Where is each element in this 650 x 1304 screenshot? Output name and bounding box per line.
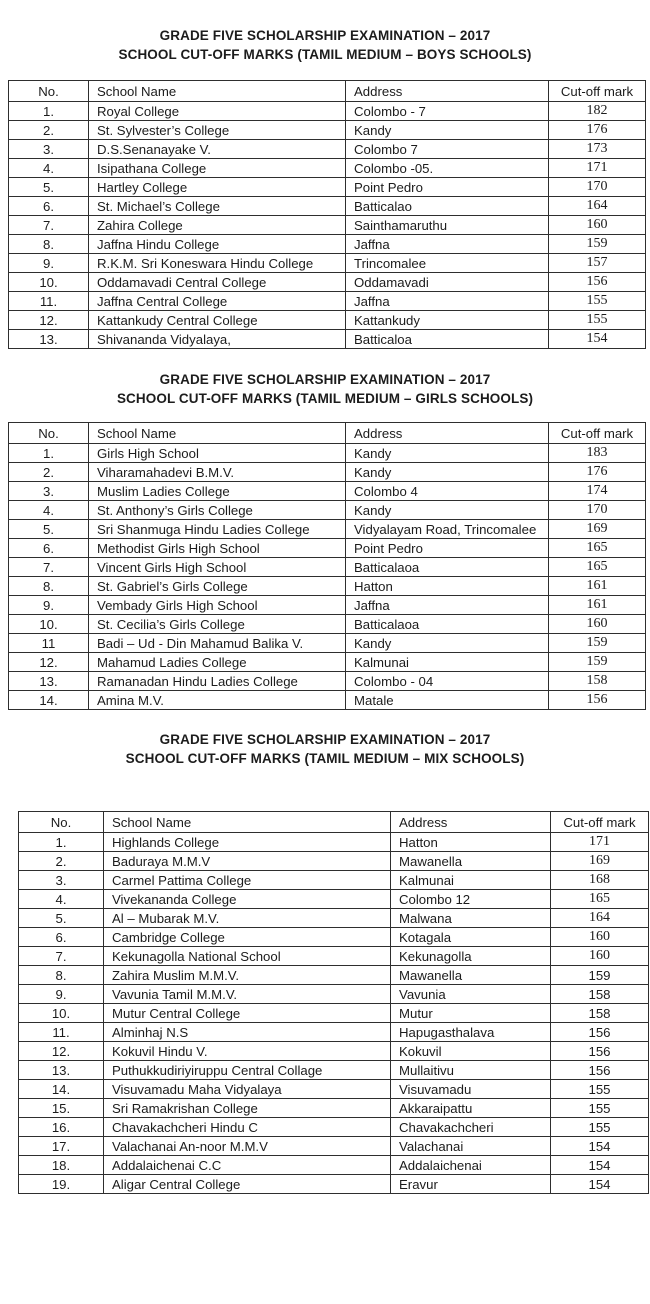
- cell-no: 4.: [19, 890, 104, 909]
- cell-address: Kandy: [346, 444, 549, 463]
- cell-no: 10.: [9, 273, 89, 292]
- cell-address: Kattankudy: [346, 311, 549, 330]
- table-row: [9, 520, 646, 539]
- table-row: [9, 102, 646, 121]
- table-row: [9, 463, 646, 482]
- cell-no: 2.: [9, 121, 89, 140]
- table-row: [9, 330, 646, 349]
- cell-no: 7.: [19, 947, 104, 966]
- cell-school: Ramanadan Hindu Ladies College: [89, 672, 346, 691]
- cell-school: Amina M.V.: [89, 691, 346, 710]
- table-row: [9, 577, 646, 596]
- cell-address: Mutur: [391, 1004, 551, 1023]
- cell-address: Vidyalayam Road, Trincomalee: [346, 520, 549, 539]
- cell-mark: 154: [549, 330, 646, 349]
- cell-address: Hapugasthalava: [391, 1023, 551, 1042]
- cell-mark: 169: [549, 520, 646, 539]
- section-title-boys: [0, 26, 650, 64]
- cell-address: Valachanai: [391, 1137, 551, 1156]
- cell-no: 9.: [9, 596, 89, 615]
- cell-address: Sainthamaruthu: [346, 216, 549, 235]
- table-row: [9, 444, 646, 463]
- table-row: [19, 985, 649, 1004]
- cell-no: 5.: [19, 909, 104, 928]
- cell-school: Viharamahadevi B.M.V.: [89, 463, 346, 482]
- cell-no: 13.: [9, 330, 89, 349]
- cell-school: Vivekananda College: [104, 890, 391, 909]
- table-row: [9, 292, 646, 311]
- col-header-school: School Name: [89, 423, 346, 444]
- cell-mark: 157: [549, 254, 646, 273]
- cell-address: Mawanella: [391, 966, 551, 985]
- cell-no: 4.: [9, 501, 89, 520]
- cell-mark: 170: [549, 501, 646, 520]
- table-row: [19, 1080, 649, 1099]
- cell-school: Highlands College: [104, 833, 391, 852]
- cell-school: Zahira College: [89, 216, 346, 235]
- cell-mark: 159: [549, 634, 646, 653]
- cell-mark: 165: [549, 558, 646, 577]
- cell-no: 5.: [9, 178, 89, 197]
- cell-school: Cambridge College: [104, 928, 391, 947]
- cell-mark: 155: [551, 1099, 649, 1118]
- cell-address: Batticalaoa: [346, 615, 549, 634]
- cell-no: 16.: [19, 1118, 104, 1137]
- table-row: [19, 1156, 649, 1175]
- table-row: [9, 653, 646, 672]
- table-row: [9, 178, 646, 197]
- cell-mark: 160: [551, 928, 649, 947]
- cell-mark: 168: [551, 871, 649, 890]
- col-header-cutoff: Cut-off mark: [549, 423, 646, 444]
- table-row: [19, 1023, 649, 1042]
- cell-address: Jaffna: [346, 596, 549, 615]
- table-row: [19, 890, 649, 909]
- cell-no: 2.: [19, 852, 104, 871]
- cell-address: Trincomalee: [346, 254, 549, 273]
- cell-address: Colombo - 7: [346, 102, 549, 121]
- cell-school: Oddamavadi Central College: [89, 273, 346, 292]
- section-title-mix: [0, 730, 650, 768]
- col-header-no: No.: [19, 812, 104, 833]
- cell-no: 1.: [9, 444, 89, 463]
- cell-no: 8.: [19, 966, 104, 985]
- col-header-cutoff: Cut-off mark: [549, 81, 646, 102]
- table-row: [19, 1175, 649, 1194]
- table-header-row: [9, 81, 646, 102]
- title-medium-mix: SCHOOL CUT-OFF MARKS (TAMIL MEDIUM – MIX SCHOOLS): [125, 751, 525, 766]
- cell-address: Kandy: [346, 121, 549, 140]
- col-header-no: No.: [9, 81, 89, 102]
- cell-no: 6.: [19, 928, 104, 947]
- cell-school: Zahira Muslim M.M.V.: [104, 966, 391, 985]
- cell-school: Methodist Girls High School: [89, 539, 346, 558]
- cell-no: 2.: [9, 463, 89, 482]
- cell-school: St. Michael’s College: [89, 197, 346, 216]
- cell-address: Mawanella: [391, 852, 551, 871]
- cell-no: 19.: [19, 1175, 104, 1194]
- cell-school: Hartley College: [89, 178, 346, 197]
- cell-mark: 176: [549, 121, 646, 140]
- cell-school: Sri Shanmuga Hindu Ladies College: [89, 520, 346, 539]
- cell-address: Oddamavadi: [346, 273, 549, 292]
- cell-school: Visuvamadu Maha Vidyalaya: [104, 1080, 391, 1099]
- cell-no: 6.: [9, 539, 89, 558]
- cell-address: Kokuvil: [391, 1042, 551, 1061]
- cell-mark: 158: [551, 985, 649, 1004]
- cell-school: Isipathana College: [89, 159, 346, 178]
- table-row: [9, 615, 646, 634]
- cell-address: Kandy: [346, 634, 549, 653]
- table-row: [19, 1137, 649, 1156]
- cell-no: 9.: [9, 254, 89, 273]
- cell-mark: 158: [549, 672, 646, 691]
- cell-school: Jaffna Central College: [89, 292, 346, 311]
- table-row: [9, 558, 646, 577]
- table-row: [19, 871, 649, 890]
- cell-school: D.S.Senanayake V.: [89, 140, 346, 159]
- cell-no: 11.: [9, 292, 89, 311]
- cell-no: 18.: [19, 1156, 104, 1175]
- cell-school: Shivananda Vidyalaya,: [89, 330, 346, 349]
- cell-school: Mahamud Ladies College: [89, 653, 346, 672]
- cell-no: 7.: [9, 558, 89, 577]
- cell-mark: 171: [551, 833, 649, 852]
- table-row: [19, 1004, 649, 1023]
- cell-mark: 164: [551, 909, 649, 928]
- cell-no: 5.: [9, 520, 89, 539]
- title-exam: GRADE FIVE SCHOLARSHIP EXAMINATION – 2017: [159, 28, 491, 43]
- cell-mark: 155: [549, 292, 646, 311]
- cell-address: Visuvamadu: [391, 1080, 551, 1099]
- col-header-no: No.: [9, 423, 89, 444]
- cell-address: Colombo 7: [346, 140, 549, 159]
- cell-address: Matale: [346, 691, 549, 710]
- col-header-address: Address: [346, 81, 549, 102]
- cell-no: 3.: [19, 871, 104, 890]
- table-row: [9, 254, 646, 273]
- cell-mark: 159: [551, 966, 649, 985]
- cell-address: Point Pedro: [346, 178, 549, 197]
- cell-address: Batticalao: [346, 197, 549, 216]
- cell-address: Colombo -05.: [346, 159, 549, 178]
- cell-no: 12.: [9, 311, 89, 330]
- cell-address: Kandy: [346, 463, 549, 482]
- cell-school: Muslim Ladies College: [89, 482, 346, 501]
- cell-school: St. Gabriel’s Girls College: [89, 577, 346, 596]
- cell-mark: 161: [549, 577, 646, 596]
- cell-school: Puthukkudiriyiruppu Central Collage: [104, 1061, 391, 1080]
- cell-no: 14.: [19, 1080, 104, 1099]
- col-header-school: School Name: [89, 81, 346, 102]
- cell-address: Kalmunai: [391, 871, 551, 890]
- cell-mark: 176: [549, 463, 646, 482]
- table-row: [19, 833, 649, 852]
- cell-no: 11.: [19, 1023, 104, 1042]
- cell-address: Kalmunai: [346, 653, 549, 672]
- cell-address: Jaffna: [346, 292, 549, 311]
- cell-no: 8.: [9, 577, 89, 596]
- cell-no: 9.: [19, 985, 104, 1004]
- table-row: [9, 596, 646, 615]
- cell-school: Carmel Pattima College: [104, 871, 391, 890]
- cell-address: Malwana: [391, 909, 551, 928]
- col-header-address: Address: [346, 423, 549, 444]
- cell-mark: 154: [551, 1156, 649, 1175]
- cell-school: Kokuvil Hindu V.: [104, 1042, 391, 1061]
- cell-mark: 169: [551, 852, 649, 871]
- cell-address: Mullaitivu: [391, 1061, 551, 1080]
- cell-mark: 171: [549, 159, 646, 178]
- cell-mark: 154: [551, 1137, 649, 1156]
- table-row: [9, 501, 646, 520]
- cell-no: 1.: [19, 833, 104, 852]
- cell-mark: 165: [549, 539, 646, 558]
- cell-mark: 170: [549, 178, 646, 197]
- cell-school: Chavakachcheri Hindu C: [104, 1118, 391, 1137]
- table-row: [9, 482, 646, 501]
- cell-address: Colombo - 04: [346, 672, 549, 691]
- section-title-girls: [0, 370, 650, 408]
- cell-address: Akkaraipattu: [391, 1099, 551, 1118]
- table-row: [9, 216, 646, 235]
- cell-mark: 161: [549, 596, 646, 615]
- cell-address: Kotagala: [391, 928, 551, 947]
- cell-school: Girls High School: [89, 444, 346, 463]
- table-row: [19, 1118, 649, 1137]
- table-row: [9, 197, 646, 216]
- cell-school: Kattankudy Central College: [89, 311, 346, 330]
- cell-school: Sri Ramakrishan College: [104, 1099, 391, 1118]
- cell-school: Alminhaj N.S: [104, 1023, 391, 1042]
- table-row: [19, 928, 649, 947]
- cell-no: 7.: [9, 216, 89, 235]
- cell-address: Kekunagolla: [391, 947, 551, 966]
- title-exam: GRADE FIVE SCHOLARSHIP EXAMINATION – 2017: [159, 732, 491, 747]
- cell-school: Addalaichenai C.C: [104, 1156, 391, 1175]
- cell-no: 1.: [9, 102, 89, 121]
- table-row: [9, 273, 646, 292]
- cell-address: Vavunia: [391, 985, 551, 1004]
- table-row: [9, 140, 646, 159]
- col-header-address: Address: [391, 812, 551, 833]
- table-row: [19, 1042, 649, 1061]
- table-row: [19, 1099, 649, 1118]
- cell-no: 12.: [9, 653, 89, 672]
- cell-school: Royal College: [89, 102, 346, 121]
- cell-school: Vavunia Tamil M.M.V.: [104, 985, 391, 1004]
- table-header-row: [9, 423, 646, 444]
- cell-school: Aligar Central College: [104, 1175, 391, 1194]
- cell-no: 11: [9, 634, 89, 653]
- cutoff-table-mix: [18, 811, 649, 1194]
- cell-address: Hatton: [391, 833, 551, 852]
- cutoff-table-girls: [8, 422, 646, 710]
- cell-no: 6.: [9, 197, 89, 216]
- cell-mark: 159: [549, 235, 646, 254]
- cell-mark: 174: [549, 482, 646, 501]
- cell-mark: 154: [551, 1175, 649, 1194]
- cell-address: Addalaichenai: [391, 1156, 551, 1175]
- cell-address: Colombo 4: [346, 482, 549, 501]
- cell-mark: 160: [549, 216, 646, 235]
- cell-mark: 182: [549, 102, 646, 121]
- table-row: [9, 672, 646, 691]
- cell-address: Batticaloa: [346, 330, 549, 349]
- cell-mark: 155: [551, 1118, 649, 1137]
- table-row: [19, 947, 649, 966]
- cell-mark: 183: [549, 444, 646, 463]
- cell-school: Valachanai An-noor M.M.V: [104, 1137, 391, 1156]
- table-row: [9, 634, 646, 653]
- title-medium-boys: SCHOOL CUT-OFF MARKS (TAMIL MEDIUM – BOYS SCHOOLS): [118, 47, 532, 62]
- cell-mark: 160: [549, 615, 646, 634]
- cell-address: Eravur: [391, 1175, 551, 1194]
- col-header-cutoff: Cut-off mark: [551, 812, 649, 833]
- cell-mark: 156: [549, 691, 646, 710]
- cell-no: 15.: [19, 1099, 104, 1118]
- cell-address: Point Pedro: [346, 539, 549, 558]
- cell-school: St. Anthony’s Girls College: [89, 501, 346, 520]
- cell-no: 3.: [9, 482, 89, 501]
- table-row: [9, 311, 646, 330]
- cell-mark: 155: [549, 311, 646, 330]
- cell-mark: 160: [551, 947, 649, 966]
- table-row: [19, 966, 649, 985]
- cell-no: 10.: [9, 615, 89, 634]
- cell-address: Jaffna: [346, 235, 549, 254]
- title-exam: GRADE FIVE SCHOLARSHIP EXAMINATION – 2017: [159, 372, 491, 387]
- cell-no: 13.: [9, 672, 89, 691]
- cell-mark: 165: [551, 890, 649, 909]
- cell-school: St. Sylvester’s College: [89, 121, 346, 140]
- title-medium-girls: SCHOOL CUT-OFF MARKS (TAMIL MEDIUM – GIRLS SCHOOLS): [116, 391, 534, 406]
- table-row: [9, 539, 646, 558]
- cell-mark: 158: [551, 1004, 649, 1023]
- cell-no: 13.: [19, 1061, 104, 1080]
- cell-school: Mutur Central College: [104, 1004, 391, 1023]
- table-row: [19, 1061, 649, 1080]
- cell-mark: 156: [551, 1023, 649, 1042]
- cell-no: 10.: [19, 1004, 104, 1023]
- cell-school: St. Cecilia’s Girls College: [89, 615, 346, 634]
- table-row: [19, 909, 649, 928]
- col-header-school: School Name: [104, 812, 391, 833]
- cell-school: R.K.M. Sri Koneswara Hindu College: [89, 254, 346, 273]
- table-header-row: [19, 812, 649, 833]
- cell-address: Chavakachcheri: [391, 1118, 551, 1137]
- cell-no: 12.: [19, 1042, 104, 1061]
- cell-address: Colombo 12: [391, 890, 551, 909]
- cell-mark: 173: [549, 140, 646, 159]
- cell-no: 14.: [9, 691, 89, 710]
- table-row: [19, 852, 649, 871]
- table-row: [9, 235, 646, 254]
- cell-school: Vembady Girls High School: [89, 596, 346, 615]
- cell-school: Badi – Ud - Din Mahamud Balika V.: [89, 634, 346, 653]
- cell-mark: 164: [549, 197, 646, 216]
- cell-mark: 156: [551, 1061, 649, 1080]
- cutoff-table-boys: [8, 80, 646, 349]
- cell-school: Al – Mubarak M.V.: [104, 909, 391, 928]
- cell-school: Baduraya M.M.V: [104, 852, 391, 871]
- cell-school: Jaffna Hindu College: [89, 235, 346, 254]
- table-row: [9, 159, 646, 178]
- cell-mark: 156: [551, 1042, 649, 1061]
- cell-address: Kandy: [346, 501, 549, 520]
- table-row: [9, 691, 646, 710]
- cell-school: Kekunagolla National School: [104, 947, 391, 966]
- cell-school: Vincent Girls High School: [89, 558, 346, 577]
- cell-mark: 159: [549, 653, 646, 672]
- cell-mark: 156: [549, 273, 646, 292]
- cell-mark: 155: [551, 1080, 649, 1099]
- cell-no: 8.: [9, 235, 89, 254]
- cell-address: Batticalaoa: [346, 558, 549, 577]
- table-row: [9, 121, 646, 140]
- cell-address: Hatton: [346, 577, 549, 596]
- cell-no: 3.: [9, 140, 89, 159]
- cell-no: 17.: [19, 1137, 104, 1156]
- cell-no: 4.: [9, 159, 89, 178]
